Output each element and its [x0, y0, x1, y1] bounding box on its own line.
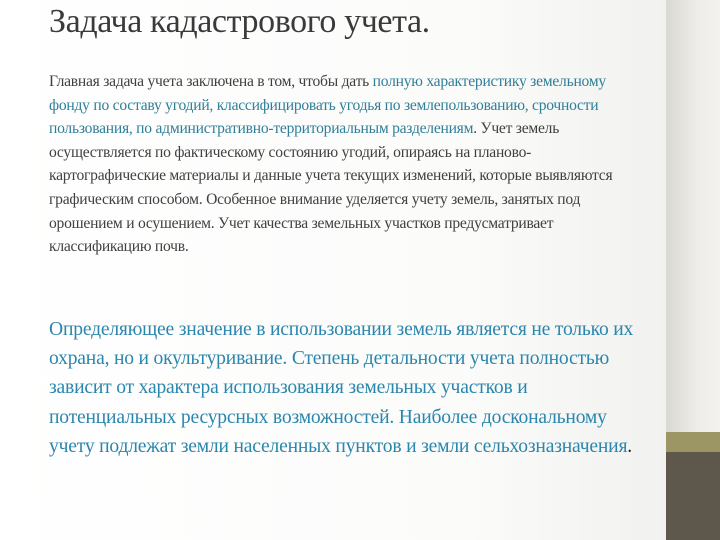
body-paragraph-2: [49, 315, 641, 461]
paragraph-1-lead: Главная задача учета заключена в том, чтобы дать: [49, 73, 373, 90]
body-paragraph-1: [49, 70, 639, 259]
paragraph-2-text: Определяющее значение в использовании земель является не только их охрана, но и окультуривание. Степень детальности учета полностью зависит от характера использования земельных участков и потенциальных ресурсных возможностей. Наиболее доскональному учету подлежат земли населенных пунктов и земли сельхозназначения: [49, 319, 634, 457]
sidebar-bottom-block: [666, 452, 720, 540]
sidebar-accent-stripe: [666, 432, 720, 452]
paragraph-2-end-mark: .: [627, 435, 632, 457]
sidebar-top-panel: [666, 0, 720, 432]
paragraph-1-highlight: полную характеристику земельному фонду по составу угодий, классифицировать угодья по землепользованию, срочности пользования, по административно-территориальным разделениям: [49, 73, 606, 138]
paragraph-1-rest: . Учет земель осуществляется по фактическому состоянию угодий, опираясь на планово-картографические материалы и данные учета текущих изменений, которые выявляются графическим способом. Особенное внимание уделяется учету земель, занятых под орошением и осушением. Учет качества земельных участков предусматривает классификацию почв.: [49, 120, 613, 256]
slide-title: Задача кадастрового учета.: [49, 3, 430, 40]
decorative-sidebar: [666, 0, 720, 540]
